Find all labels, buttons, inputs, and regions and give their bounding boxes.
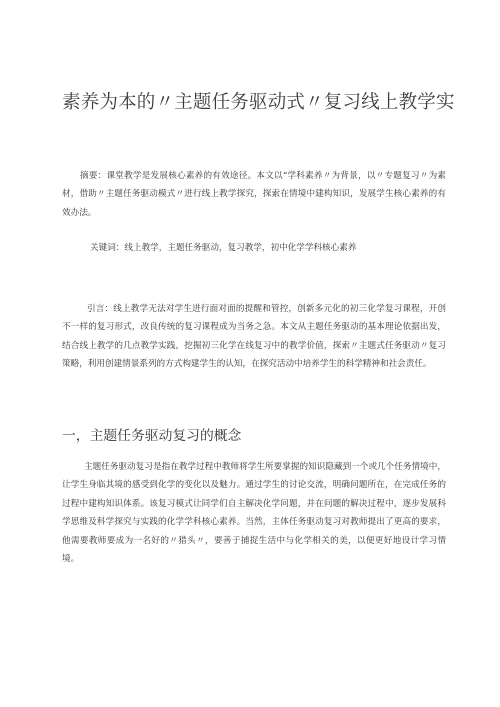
document-title: 素养为本的〃主题任务驱动式〃复习线上教学实 [62, 92, 455, 113]
section-1-heading: 一，主题任务驱动复习的概念 [62, 428, 242, 444]
abstract-paragraph: 摘要：课堂教学是发展核心素养的有效途径。本文以“学科素养〃为背景，以〃专题复习〃为素材，借助〃主题任务驱动模式〃进行线上教学探究，探索在情境中建构知识，发展学生核心素养的有效办法。 [62, 171, 446, 218]
intro-paragraph: 引言：线上教学无法对学生进行面对面的提醒和管控，创新多元化的初三化学复习课程，开创不一样的复习形式，改良传统的复习课程成为当务之急。本文从主题任务驱动的基本理论依据出发，结合线上教学的几点教学实践，挖掘初三化学在线复习中的教学价值，探索〃主题式任务驱动〃复习策略，利用创建情景系列的方式构建学生的认知，在探究活动中培养学生的科学精神和社会责任。 [62, 304, 446, 370]
section-1-body: 主题任务驱动复习是指在教学过程中教师将学生所要掌握的知识隐藏到一个或几个任务情境中，让学生身临其境的感受到化学的变化以及魅力。通过学生的讨论交流，明确问题所在，在完成任务的过程中建构知识体系。该复习模式让同学们自主解决化学问题，并在问题的解决过程中，逐步发展科学思维及科学探究与实践的化学学科核心素养。当然，主体任务驱动复习对教师提出了更高的要求，他需要教师要成为一名好的〃猎头〃，要善于捕捉生活中与化学相关的美，以便更好地设计学习情境。 [62, 462, 446, 565]
keywords-paragraph: 关键词：线上教学，主题任务驱动，复习教学，初中化学学科核心素养 [90, 243, 357, 253]
